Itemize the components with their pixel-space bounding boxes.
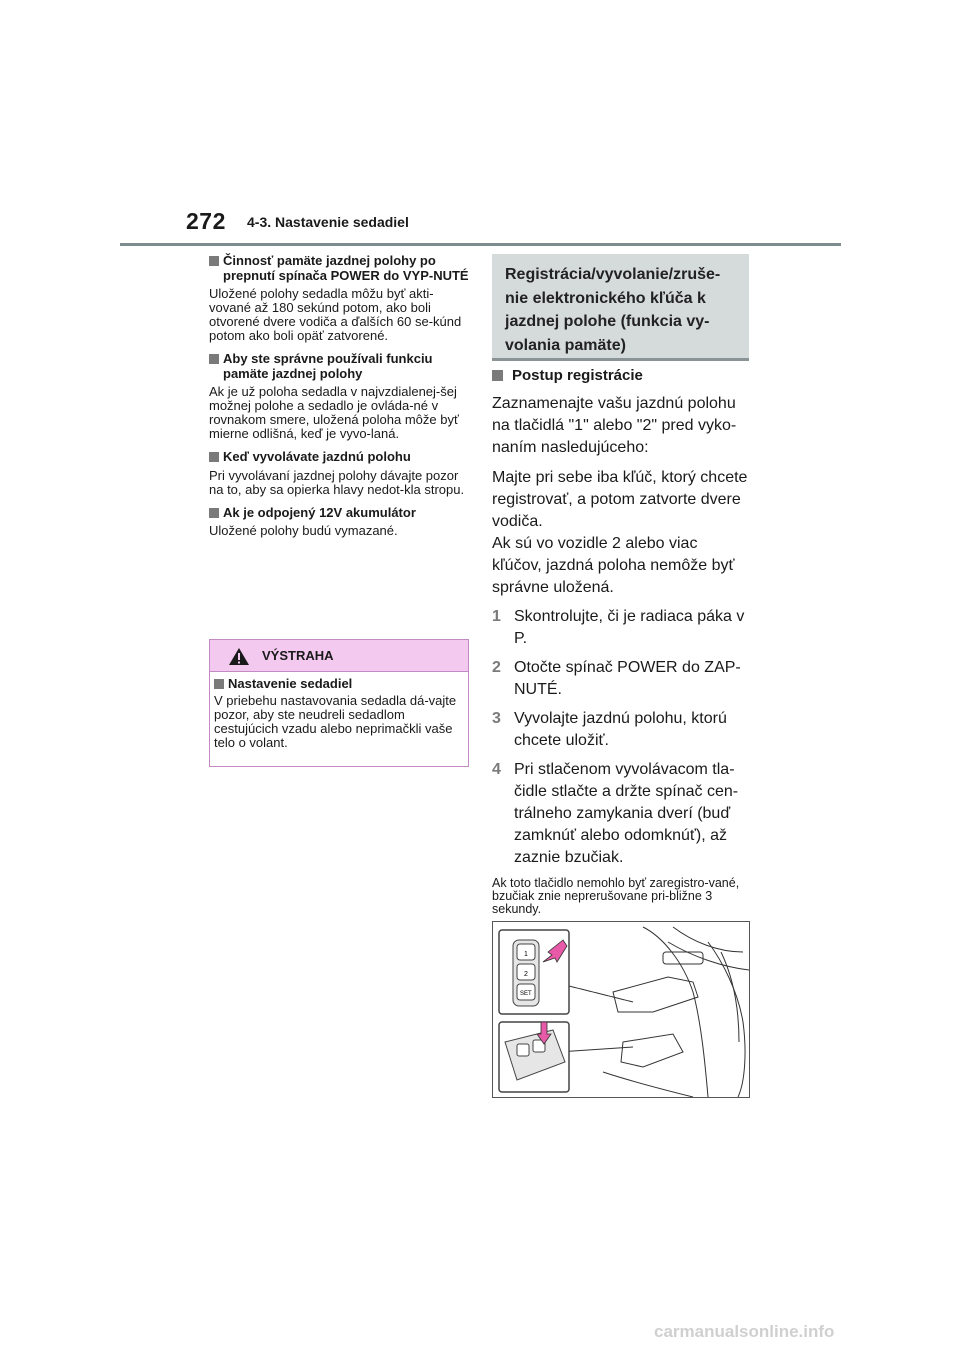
intro-text: Zaznamenajte vašu jazdnú polohu na tlačidlá "1" alebo "2" pred vyko-naním nasledujúceho: bbox=[492, 395, 737, 456]
left-paragraph-4: Uložené polohy budú vymazané. bbox=[209, 523, 398, 538]
warning-title: VÝSTRAHA bbox=[262, 648, 334, 663]
warning-box bbox=[209, 639, 469, 767]
left-heading-2: Aby ste správne používali funkciu pamäte jazdnej polohy bbox=[209, 352, 469, 381]
step-1: 1 Skontrolujte, či je radiaca páka v P. bbox=[492, 608, 745, 647]
button-label-1: 1 bbox=[524, 951, 528, 958]
left-heading-4: Ak je odpojený 12V akumulátor bbox=[209, 506, 469, 521]
page-number: 272 bbox=[186, 208, 226, 234]
square-bullet-icon bbox=[209, 354, 219, 364]
left-heading-1: Činnosť pamäte jazdnej polohy po prepnutí spínača POWER do VYP-NUTÉ bbox=[209, 254, 469, 283]
intro-text-3: Ak sú vo vozidle 2 alebo viac kľúčov, jazdná poloha nemôže byť správne uložená. bbox=[492, 535, 735, 596]
step-3: 3 Vyvolajte jazdnú polohu, ktorú chcete uložiť. bbox=[492, 710, 727, 749]
registration-title-box bbox=[492, 254, 749, 361]
door-panel-drawing bbox=[493, 922, 749, 1097]
square-bullet-icon bbox=[492, 370, 503, 381]
left-column bbox=[209, 254, 469, 547]
step-2: 2 Otočte spínač POWER do ZAP-NUTÉ. bbox=[492, 659, 741, 698]
step-4: 4 Pri stlačenom vyvolávacom tla-čidle stlačte a držte spínač cen-trálneho zamykania dverí (buď zamknúť alebo odomknúť), až zaznie bzučiak. bbox=[492, 761, 739, 866]
button-label-set: SET bbox=[520, 991, 532, 997]
header-divider bbox=[120, 243, 841, 246]
warning-heading: Nastavenie sedadiel bbox=[214, 676, 464, 691]
square-bullet-icon bbox=[209, 256, 219, 266]
left-paragraph-3: Pri vyvolávaní jazdnej polohy dávajte pozor na to, aby sa opierka hlavy nedot-kla stropu. bbox=[209, 467, 465, 497]
intro-text-2: Majte pri sebe iba kľúč, ktorý chcete registrovať, a potom zatvorte dvere vodiča. bbox=[492, 469, 748, 530]
left-heading-3: Keď vyvolávate jazdnú polohu bbox=[209, 450, 469, 465]
button-label-2: 2 bbox=[524, 971, 528, 978]
section-title: 4-3. Nastavenie sedadiel bbox=[247, 214, 409, 230]
watermark: carmanualsonline.info bbox=[654, 1322, 835, 1341]
procedure-heading: Postup registrácie bbox=[492, 367, 750, 385]
left-paragraph-1: Uložené polohy sedadla môžu byť akti-vované až 180 sekúnd potom, ako boli otvorené dvere vodiča a ďalších 60 se-kúnd potom ako boli opäť zatvorené. bbox=[209, 286, 462, 343]
warning-triangle-icon bbox=[228, 647, 250, 666]
left-paragraph-2: Ak je už poloha sedadla v najvzdialenej-šej možnej polohe a sedadlo je ovláda-né v rovnakom smere, uložená poloha môže byť mierne odlišná, keď je vyvo-laná. bbox=[209, 384, 459, 441]
right-column bbox=[492, 367, 750, 916]
note-text: Ak toto tlačidlo nemohlo byť zaregistro-vané, bzučiak znie neprerušovane pri-bližne 3 sekundy. bbox=[492, 876, 740, 916]
square-bullet-icon bbox=[209, 508, 219, 518]
registration-title: Registrácia/vyvolanie/zruše-nie elektronického kľúča k jazdnej polohe (funkcia vy-volania pamäte) bbox=[505, 266, 721, 354]
square-bullet-icon bbox=[214, 679, 224, 689]
square-bullet-icon bbox=[209, 452, 219, 462]
warning-text: V priebehu nastavovania sedadla dá-vajte pozor, aby ste neudreli sedadlom cestujúcich vzadu alebo neprimačkli vaše telo o volant. bbox=[214, 693, 457, 750]
door-panel-illustration bbox=[492, 921, 750, 1098]
warning-body bbox=[210, 672, 468, 750]
warning-header bbox=[210, 640, 468, 672]
